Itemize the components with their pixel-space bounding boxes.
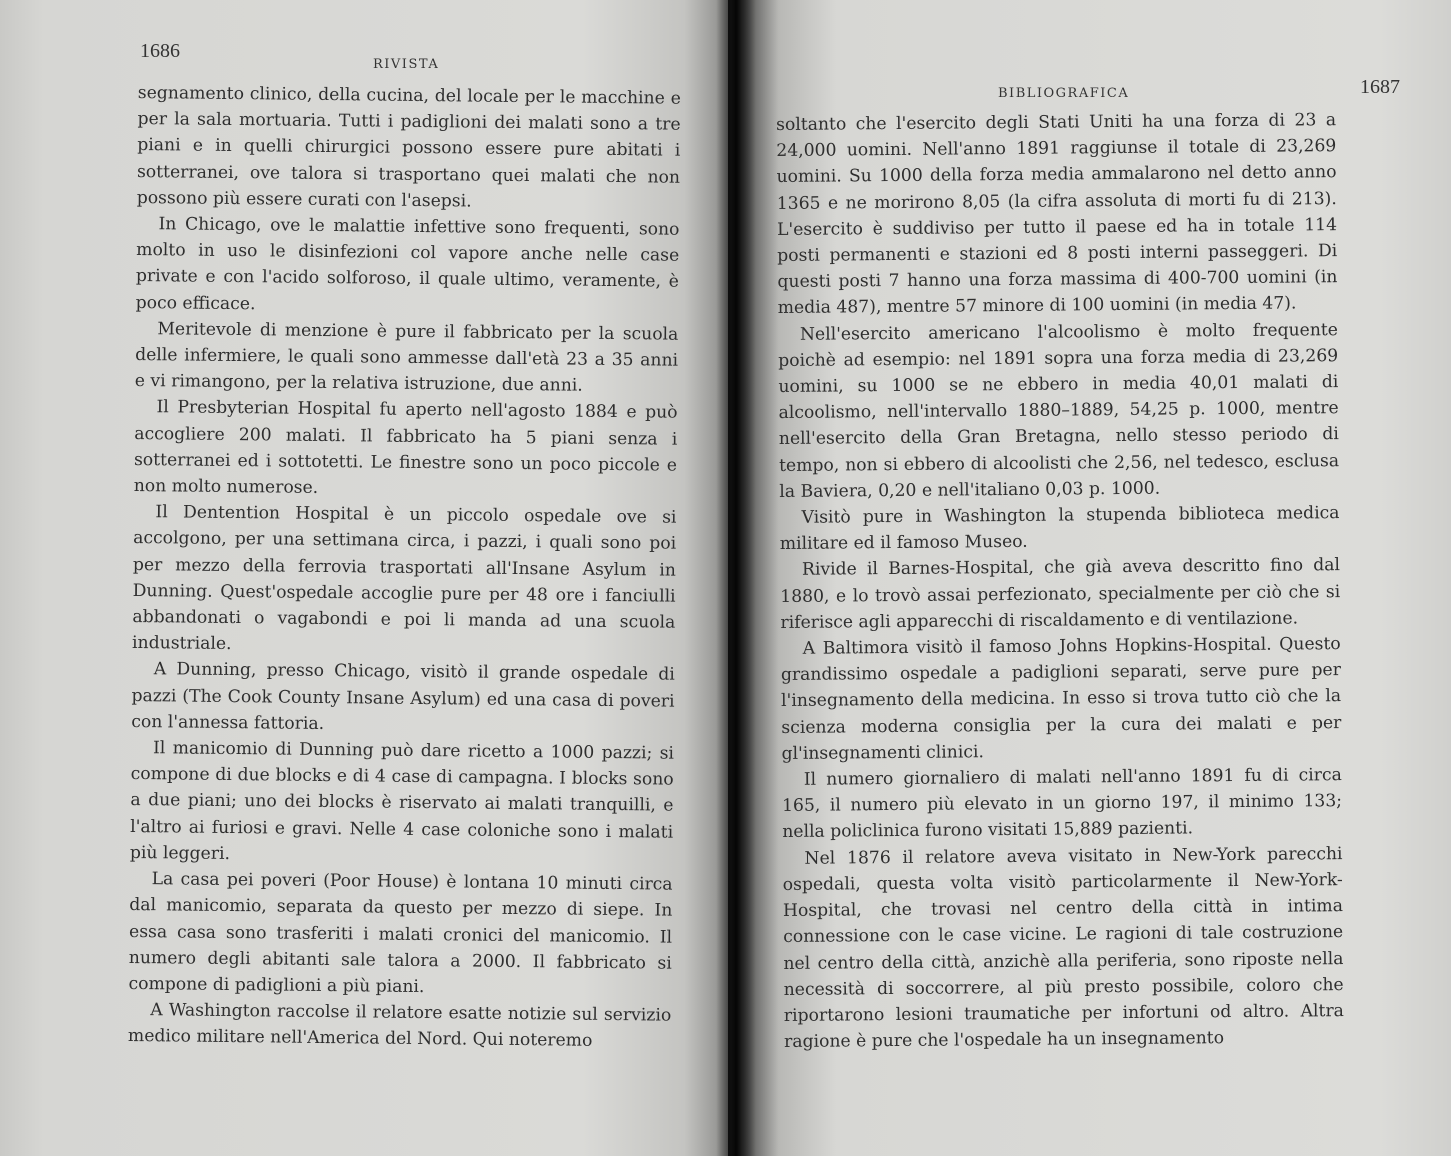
- page-number: 1686: [140, 40, 180, 62]
- right-page: [728, 0, 1451, 1156]
- page-number: 1687: [1360, 76, 1400, 98]
- running-head: RIVISTA: [373, 57, 440, 72]
- running-head: BIBLIOGRAFICA: [998, 86, 1130, 101]
- paragraph: Nel 1876 il relatore aveva visitato in New-York parecchi ospedali, questa volta visitò particolarmente il New-York-Hospital, che trovasi nel centro della città in intima connessione con le case vicine. Le ragioni di tale costruzione nel centro della città, anzichè alla periferia, sono riposte nella necessità di soccorrere, al più presto possibile, coloro che riportarono lesioni traumatiche per infortuni od altro. Altra ragione è pure che l'ospedale ha un insegnamento: [782, 843, 1344, 1053]
- paragraph: Meritevole di menzione è pure il fabbricato per la scuola delle infermiere, le quali sono ammesse dall'età 23 a 35 anni e vi rimangono, per la relativa istruzione, due anni.: [134, 319, 679, 396]
- paragraph: Il manicomio di Dunning può dare ricetto a 1000 pazzi; si compone di due blocks e di 4 case di campagna. I blocks sono a due piani; uno dei blocks è riservato ai malati tranquilli, e l'altro ai furiosi e gravi. Nelle 4 case coloniche sono i malati più leggeri.: [129, 738, 675, 864]
- paragraph: In Chicago, ove le malattie infettive sono frequenti, sono molto in uso le disinfezioni col vapore anche nelle case private e con l'acido solforoso, il quale ultimo, veramente, è poco efficace.: [135, 214, 680, 314]
- right-text-block: [776, 107, 1344, 1055]
- paragraph: Il numero giornaliero di malati nell'anno 1891 fu di circa 165, il numero più elevato in un giorno 197, il minimo 133; nella policlinica furono visitati 15,889 pazienti.: [781, 765, 1343, 843]
- paragraph: Rivide il Barnes-Hospital, che già aveva descritto fino dal 1880, e lo trovò assai perfezionato, specialmente per ciò che si riferisce agli apparecchi di riscaldamento e di ventilazione.: [780, 555, 1341, 633]
- paragraph: Il Dentention Hospital è un piccolo ospedale ove si accolgono, per una settimana circa, i pazzi, i quali sono poi per mezzo della ferrovia trasportati all'Insane Asylum in Dunning. Quest'ospedale accoglie pure per 48 ore i fanciulli abbandonati o vagabondi e poi li manda ad una scuola industriale.: [131, 502, 677, 655]
- paragraph: A Washington raccolse il relatore esatte notizie sul servizio medico militare nell'America del Nord. Qui noteremo: [127, 1000, 672, 1052]
- paragraph: A Dunning, presso Chicago, visitò il grande ospedale di pazzi (The Cook County Insane Asylum) ed una casa di poveri con l'annessa fattoria.: [131, 659, 675, 734]
- paragraph: A Baltimora visitò il famoso Johns Hopkins-Hospital. Questo grandissimo ospedale a padiglioni separati, serve pure per l'insegnamento della medicina. In esso si trova tutto ciò che la scienza moderna consiglia per la cura dei malati e per gl'insegnamenti clinici.: [780, 634, 1342, 764]
- left-text-block: [128, 80, 681, 1055]
- paragraph: soltanto che l'esercito degli Stati Uniti ha una forza di 23 a 24,000 uomini. Nell'anno 1891 raggiunse il totale di 23,269 uomini. Su 1000 della forza media ammalarono nel detto anno 1365 e ne morirono 8,05 (la cifra assoluta di morti fu di 213). L'esercito è suddiviso per tutto il paese ed ha in totale 114 posti permanenti e stazioni ed 8 posti interni passeggeri. Di questi posti 7 hanno una forza massima di 400-700 uomini (in media 487), mentre 57 minore di 100 uomini (in media 47).: [776, 110, 1338, 319]
- paragraph: segnamento clinico, della cucina, del locale per le macchine e per la sala mortuaria. Tutti i padiglioni dei malati sono a tre piani e in quelli chirurgici possono essere pure abitati i sotterranei, ove talora si trasportano quei malati che non possono più essere curati con l'asepsi.: [136, 82, 681, 212]
- paragraph: La casa pei poveri (Poor House) è lontana 10 minuti circa dal manicomio, separata da questo per mezzo di siepe. In essa casa sono trasferiti i malati cronici del manicomio. Il numero degli abitanti sale talora a 2000. Il fabbricato si compone di padiglioni a più piani.: [128, 869, 673, 997]
- paragraph: Nell'esercito americano l'alcoolismo è molto frequente poichè ad esempio: nel 1891 sopra una forza media di 23,269 uomini, su 1000 se ne ebbero in media 40,01 malati di alcoolismo, nell'intervallo 1880–1889, 54,25 p. 1000, mentre nell'esercito della Gran Bretagna, nello stesso periodo di tempo, non si ebbero di alcoolisti che 2,56, nel tedesco, esclusa la Baviera, 0,20 e nell'italiano 0,03 p. 1000.: [778, 319, 1340, 502]
- paragraph: Visitò pure in Washington la stupenda biblioteca medica militare ed il famoso Museo.: [779, 503, 1340, 555]
- paragraph: Il Presbyterian Hospital fu aperto nell'agosto 1884 e può accogliere 200 malati. Il fabbricato ha 5 piani senza i sotterranei ed i sottotetti. Le finestre sono un poco piccole e non molto numerose.: [133, 397, 678, 498]
